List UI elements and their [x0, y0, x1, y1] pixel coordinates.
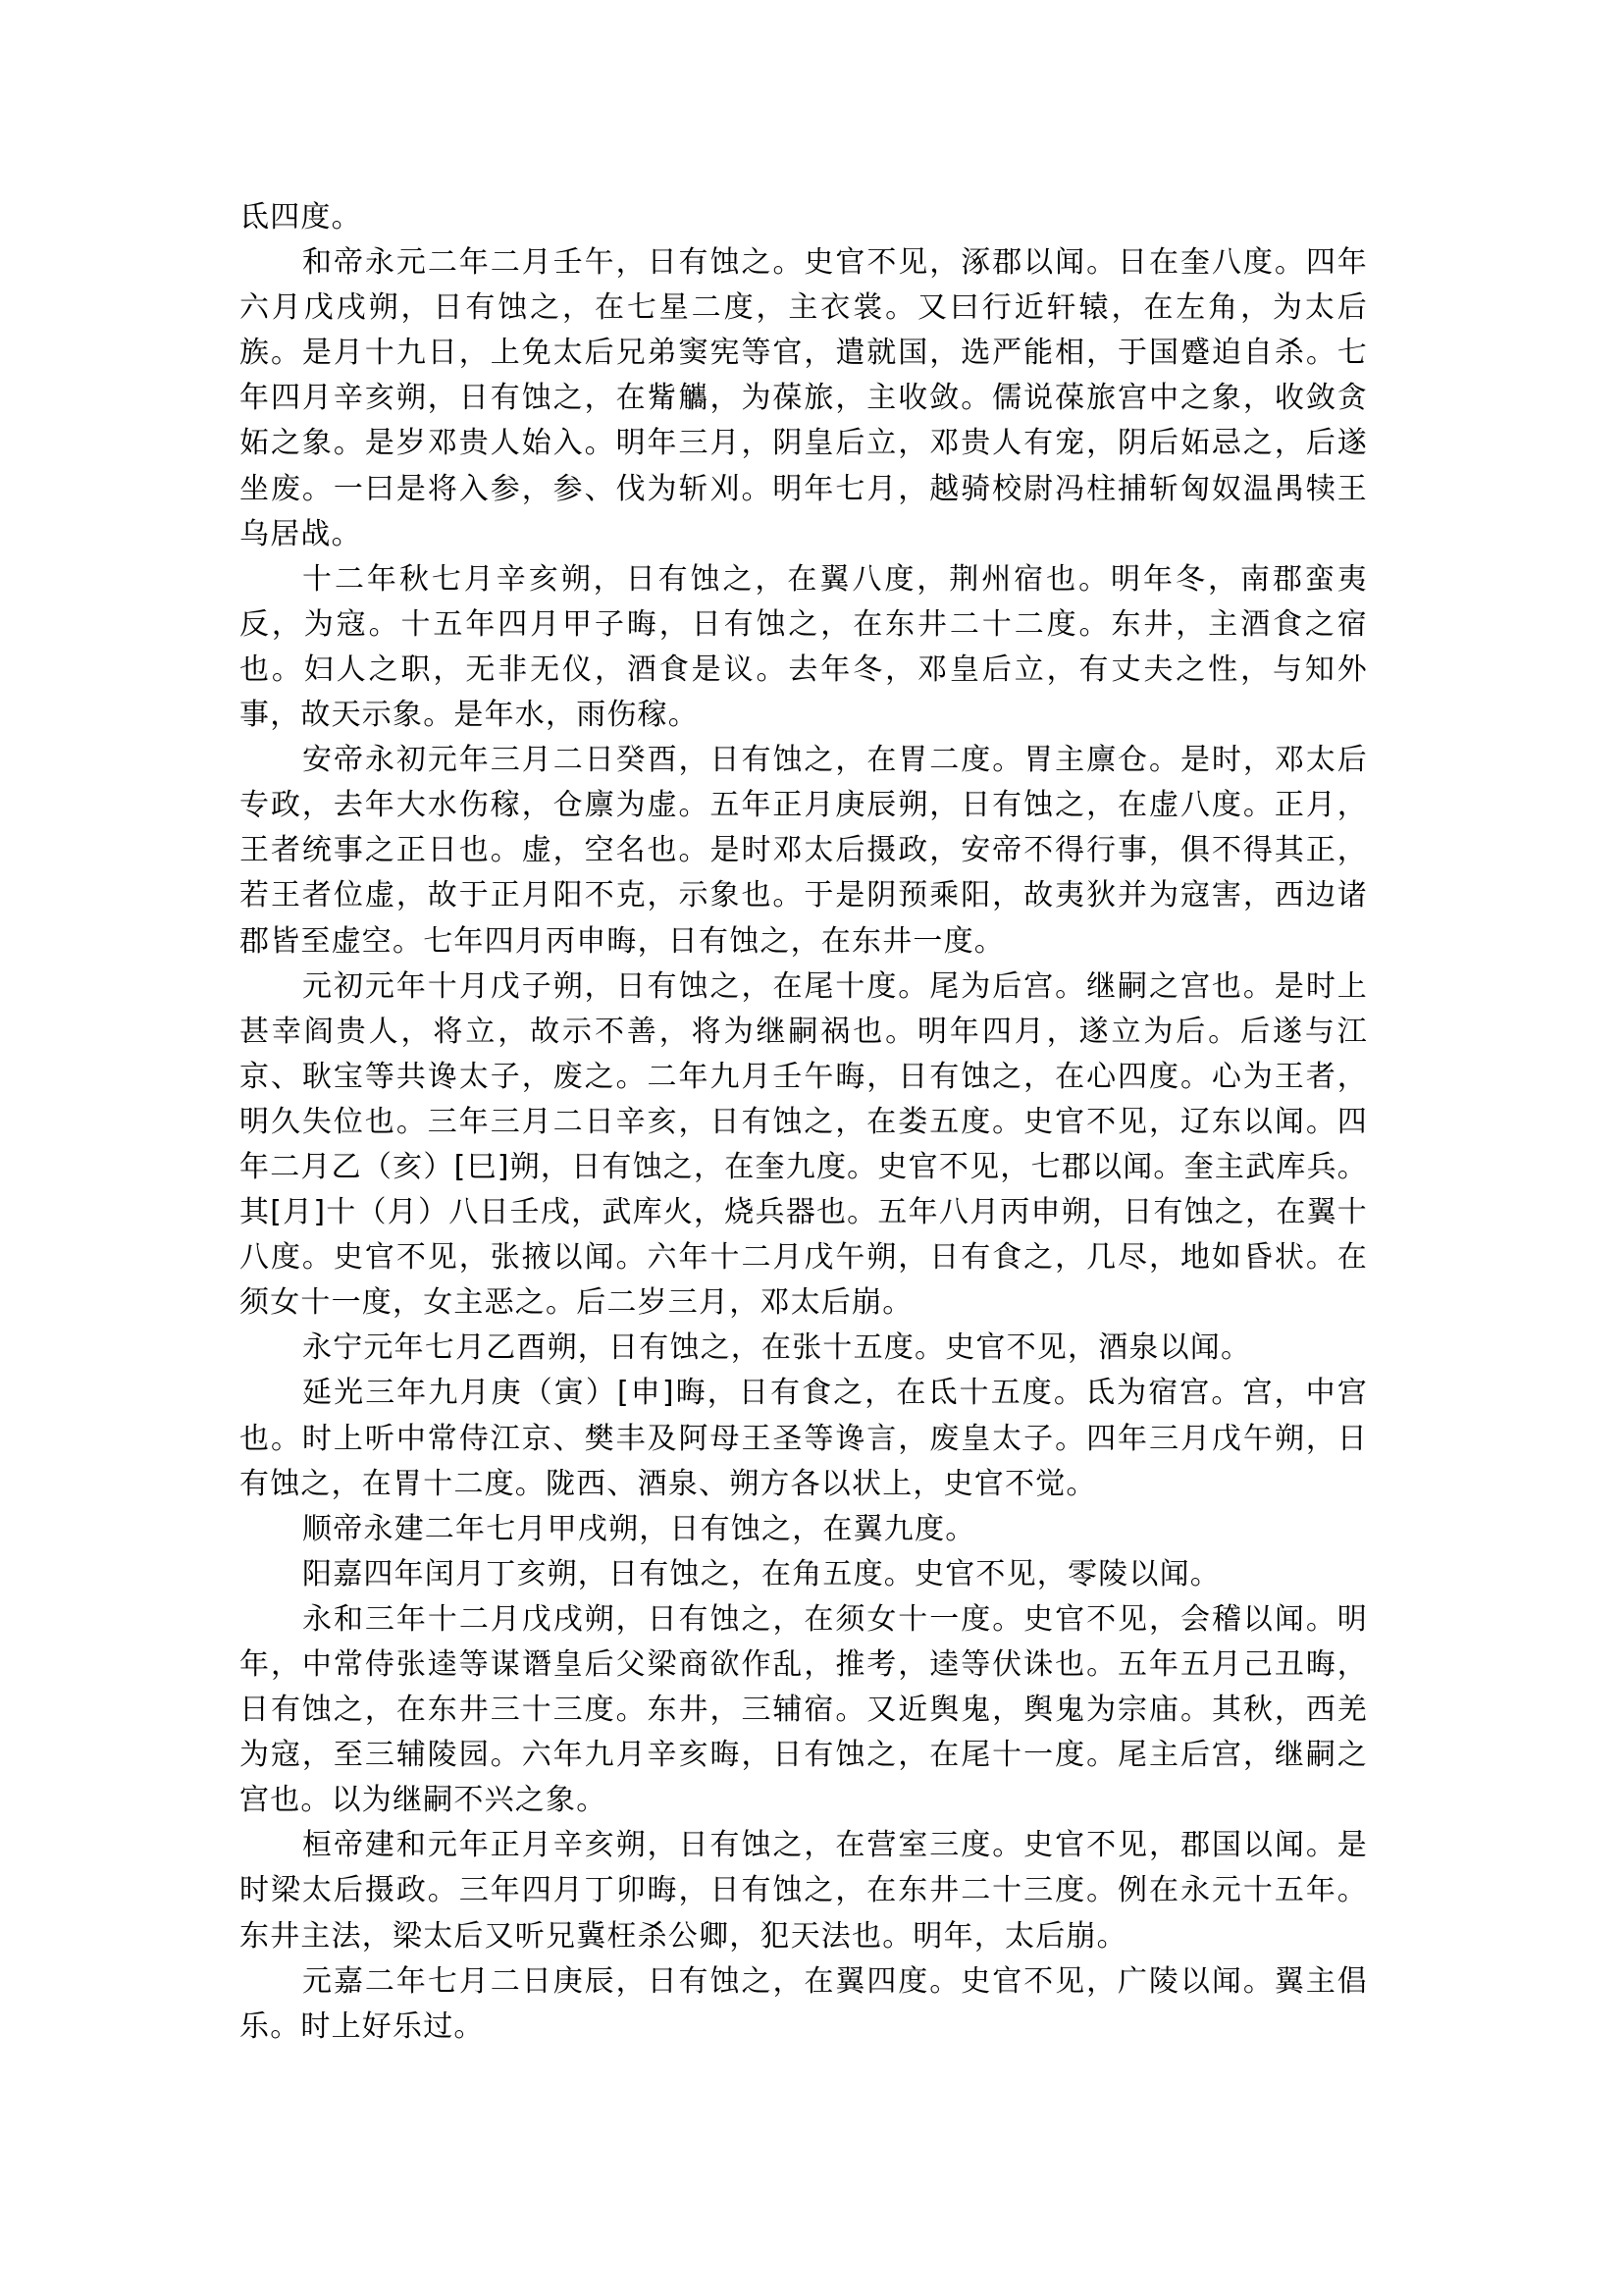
paragraph-yanguang: 延光三年九月庚（寅）[申]晦，日有食之，在氐十五度。氐为宿宫。宫，中宫也。时上听中常侍江京、樊丰及阿母王圣等谗言，废皇太子。四年三月戊午朔，日有蚀之，在胃十二度。陇西、酒泉、朔方各以状上，史官不觉。	[239, 1376, 1368, 1501]
paragraph-yonghe: 永和三年十二月戊戌朔，日有蚀之，在须女十一度。史官不见，会稽以闻。明年，中常侍张逵等谋谮皇后父梁商欲作乱，推考，逵等伏诛也。五年五月己丑晦，日有蚀之，在东井三十三度。东井，三辅宿。又近舆鬼，舆鬼为宗庙。其秋，西羌为寇，至三辅陵园。六年九月辛亥晦，日有蚀之，在尾十一度。尾主后宫，继嗣之宫也。以为继嗣不兴之象。	[239, 1601, 1368, 1818]
paragraph-andi-yongchu: 安帝永初元年三月二日癸酉，日有蚀之，在胃二度。胃主廪仓。是时，邓太后专政，去年大水伤稼，仓廪为虚。五年正月庚辰朔，日有蚀之，在虚八度。正月，王者统事之正日也。虚，空名也。是时邓太后摄政，安帝不得行事，俱不得其正，若王者位虚，故于正月阳不克，示象也。于是阴预乘阳，故夷狄并为寇害，西边诸郡皆至虚空。七年四月丙申晦，日有蚀之，在东井一度。	[239, 743, 1368, 959]
paragraph-yuanchu: 元初元年十月戊子朔，日有蚀之，在尾十度。尾为后宫。继嗣之宫也。是时上甚幸阎贵人，将立，故示不善，将为继嗣祸也。明年四月，遂立为后。后遂与江京、耿宝等共谗太子，废之。二年九月壬午晦，日有蚀之，在心四度。心为王者，明久失位也。三年三月二日辛亥，日有蚀之，在娄五度。史官不见，辽东以闻。四年二月乙（亥）[巳]朔，日有蚀之，在奎九度。史官不见，七郡以闻。奎主武库兵。其[月]十（月）八日壬戌，武库火，烧兵器也。五年八月丙申朔，日有蚀之，在翼十八度。史官不见，张掖以闻。六年十二月戊午朔，日有食之，几尽，地如昏状。在须女十一度，女主恶之。后二岁三月，邓太后崩。	[239, 968, 1368, 1321]
paragraph-yongyuan-12: 十二年秋七月辛亥朔，日有蚀之，在翼八度，荆州宿也。明年冬，南郡蛮夷反，为寇。十五年四月甲子晦，日有蚀之，在东井二十二度。东井，主酒食之宿也。妇人之职，无非无仪，酒食是议。去年冬，邓皇后立，有丈夫之性，与知外事，故天示象。是年水，雨伤稼。	[239, 561, 1368, 733]
paragraph-yuanjia: 元嘉二年七月二日庚辰，日有蚀之，在翼四度。史官不见，广陵以闻。翼主倡乐。时上好乐过。	[239, 1963, 1368, 2044]
paragraph-continuation: 氐四度。	[239, 200, 362, 235]
paragraph-huandi-jianhe: 桓帝建和元年正月辛亥朔，日有蚀之，在营室三度。史官不见，郡国以闻。是时梁太后摄政。三年四月丁卯晦，日有蚀之，在东井二十三度。例在永元十五年。东井主法，梁太后又听兄冀枉杀公卿，犯天法也。明年，太后崩。	[239, 1828, 1368, 1954]
body-text	[239, 195, 1368, 2050]
paragraph-yangjia: 阳嘉四年闰月丁亥朔，日有蚀之，在角五度。史官不见，零陵以闻。	[302, 1556, 1221, 1591]
paragraph-shundi-yongjian: 顺帝永建二年七月甲戌朔，日有蚀之，在翼九度。	[302, 1511, 976, 1546]
paragraph-hedi-yongyuan: 和帝永元二年二月壬午，日有蚀之。史官不见，涿郡以闻。日在奎八度。四年六月戊戌朔，日有蚀之，在七星二度，主衣裳。又曰行近轩辕，在左角，为太后族。是月十九日，上免太后兄弟窦宪等官，遣就国，选严能相，于国蹙迫自杀。七年四月辛亥朔，日有蚀之，在觜觿，为葆旅，主收敛。儒说葆旅宫中之象，收敛贪妬之象。是岁邓贵人始入。明年三月，阴皇后立，邓贵人有宠，阴后妬忌之，后遂坐废。一曰是将入参，参、伐为斩刈。明年七月，越骑校尉冯柱捕斩匈奴温禺犊王乌居战。	[239, 245, 1368, 551]
paragraph-yongning: 永宁元年七月乙酉朔，日有蚀之，在张十五度。史官不见，酒泉以闻。	[302, 1330, 1252, 1366]
